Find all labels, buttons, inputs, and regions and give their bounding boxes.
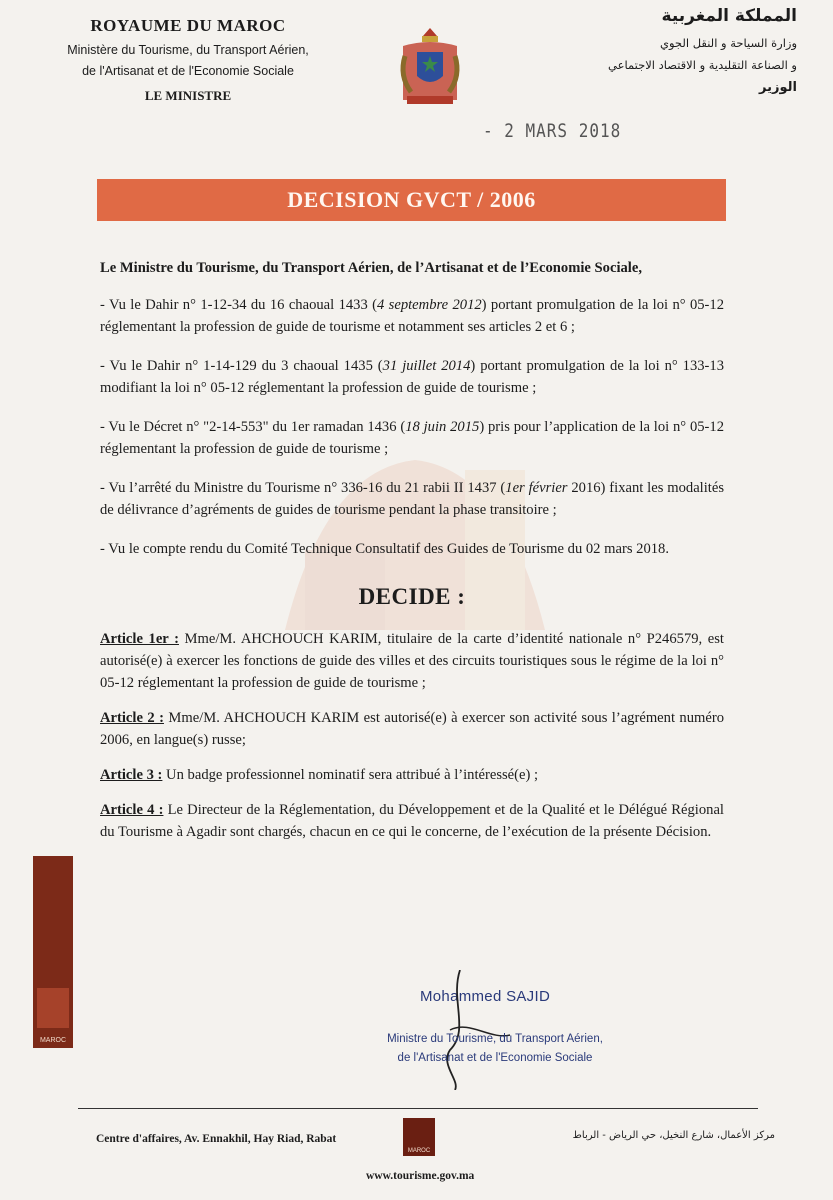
article-item: [100, 764, 724, 786]
coat-of-arms-icon: [395, 26, 465, 108]
consideration-date: 1er février: [505, 480, 568, 496]
ministry-line-2: de l'Artisanat et de l'Economie Sociale: [82, 64, 294, 78]
article-label: Article 1er :: [100, 631, 179, 647]
consideration-text-end: 2016) fixant les modalités de délivrance d’agréments de guides de tourisme pendant la phase transitoire ;: [100, 480, 725, 518]
articles-list: [100, 628, 724, 843]
consideration-item: [100, 477, 724, 521]
footer-address-fr: Centre d'affaires, Av. Ennakhil, Hay Riad, Rabat: [96, 1133, 337, 1145]
consideration-date: 31 juillet 2014: [382, 358, 471, 374]
consideration-item: [100, 416, 724, 460]
decision-body: [100, 257, 724, 856]
article-label: Article 3 :: [100, 767, 163, 783]
article-text: Mme/M. AHCHOUCH KARIM est autorisé(e) à exercer son activité sous l’agrément numéro 2006, en langue(s) russe;: [100, 710, 724, 748]
consideration-date: 18 juin 2015: [405, 419, 480, 435]
signatory-title-line-2: de l'Artisanat et de l'Economie Sociale: [397, 1052, 593, 1064]
header-french: [48, 16, 328, 104]
ministry-name-fr: [48, 40, 328, 82]
badge-label: MAROC: [39, 1037, 67, 1044]
consideration-item: [100, 294, 724, 338]
consideration-item: [100, 355, 724, 399]
consideration-text: - Vu le Décret n° "2-14-553" du 1er ramadan 1436 (: [100, 419, 406, 435]
consideration-text: - Vu le compte rendu du Comité Technique Consultatif des Guides de Tourisme du 02 mars 2018.: [100, 541, 669, 557]
consideration-text-end: ) portant promulgation de la loi n° 05-12 réglementant la profession de guide de tourisme et notamment ses articles 2 et 6 ;: [100, 297, 725, 335]
side-badge: [33, 856, 73, 1048]
ministry-name-ar: [497, 32, 797, 76]
footer-address-ar: مركز الأعمال، شارع النخيل، حي الرياض - الرباط: [572, 1130, 775, 1141]
consideration-item: [100, 538, 724, 560]
consideration-text-end: ) portant promulgation de la loi n° 133-13 modifiant la loi n° 05-12 réglementant la profession de guide de tourisme ;: [100, 358, 724, 396]
kingdom-name-ar: المملكة المغربية: [661, 6, 797, 26]
signatory-title: [370, 1030, 620, 1068]
header-arabic: [497, 6, 797, 95]
consideration-text: - Vu le Dahir n° 1-14-129 du 3 chaoual 1435 (: [100, 358, 383, 374]
intro-line: Le Ministre du Tourisme, du Transport Aérien, de l’Artisanat et de l’Economie Sociale,: [100, 260, 642, 276]
consideration-text: - Vu le Dahir n° 1-12-34 du 16 chaoual 1433 (: [100, 297, 377, 313]
ministry-ar-line-2: و الصناعة التقليدية و الاقتصاد الاجتماعي: [608, 58, 797, 72]
article-text: Mme/M. AHCHOUCH KARIM, titulaire de la carte d’identité nationale n° P246579, est autorisé(e) à exercer les fonctions de guide des villes et des circuits touristiques sous le régime de la loi n° 05-12 réglementant la profession de guide de tourisme ;: [100, 631, 724, 691]
ministry-ar-line-1: وزارة السياحة و النقل الجوي: [659, 36, 797, 50]
signatory-title-line-1: Ministre du Tourisme, du Transport Aérien,: [387, 1033, 603, 1045]
minister-label-fr: LE MINISTRE: [144, 88, 232, 103]
footer-logo-icon: [403, 1118, 435, 1156]
consideration-text-end: ) pris pour l’application de la loi n° 05-12 réglementant la profession de guide de tourisme ;: [100, 419, 724, 457]
footer-divider: [78, 1108, 758, 1109]
footer-website: www.tourisme.gov.ma: [366, 1170, 475, 1182]
decide-heading: DECIDE :: [358, 584, 466, 609]
ministry-line-1: Ministère du Tourisme, du Transport Aérien,: [67, 43, 309, 57]
badge-logo-icon: [37, 988, 69, 1028]
considerations-list: [100, 294, 724, 560]
kingdom-name-fr: ROYAUME DU MAROC: [90, 16, 286, 35]
article-label: Article 4 :: [100, 802, 164, 818]
article-label: Article 2 :: [100, 710, 164, 726]
article-text: Le Directeur de la Réglementation, du Développement et de la Qualité et le Délégué Régional du Tourisme à Agadir sont chargés, chacun en ce qui le concerne, de l’exécution de la présente Décision.: [100, 802, 724, 840]
minister-label-ar: الوزير: [759, 80, 797, 95]
article-text: Un badge professionnel nominatif sera attribué à l’intéressé(e) ;: [162, 767, 539, 783]
decision-title: DECISION GVCT / 2006: [97, 179, 726, 221]
article-item: [100, 628, 724, 694]
consideration-text: - Vu l’arrêté du Ministre du Tourisme n° 336-16 du 21 rabii II 1437 (: [100, 480, 506, 496]
consideration-date: 4 septembre 2012: [377, 297, 482, 313]
signatory-name: Mohammed SAJID: [420, 988, 551, 1005]
date-stamp: - 2 MARS 2018: [483, 119, 622, 142]
article-item: [100, 707, 724, 751]
article-item: [100, 799, 724, 843]
footer-logo-text: MAROC: [407, 1148, 431, 1154]
